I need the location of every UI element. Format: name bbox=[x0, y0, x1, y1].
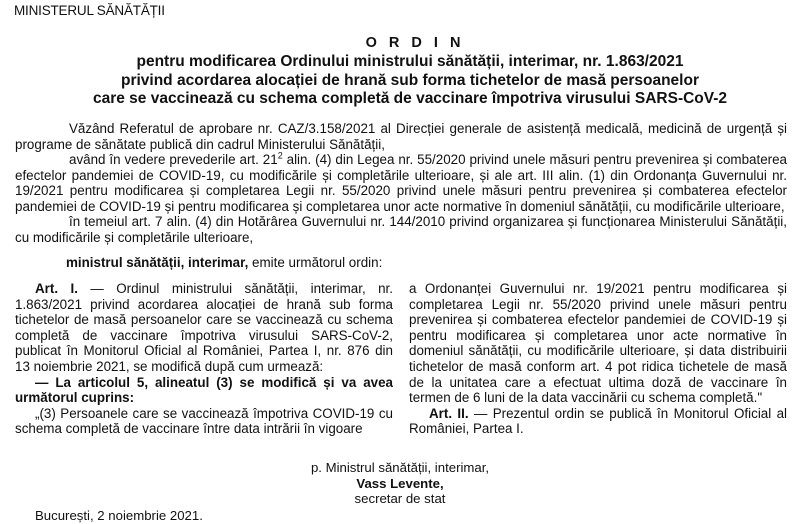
article-2-text: — Prezentul ordin se publică în Monitorul Oficial al României, Partea I. bbox=[409, 405, 787, 437]
article-1 bbox=[15, 281, 393, 375]
signatory-role: secretar de stat bbox=[354, 491, 446, 506]
emit-text: emite următorul ordin: bbox=[248, 255, 383, 270]
article-2 bbox=[409, 406, 787, 437]
title-line-2: privind acordarea alocației de hrană sub forma tichetelor de masă persoanelor bbox=[120, 71, 699, 89]
signature-block bbox=[280, 460, 520, 507]
ordin-heading: O R D I N bbox=[365, 35, 465, 51]
title-line-1: pentru modificarea Ordinului ministrului sănătății, interimar, nr. 1.863/2021 bbox=[136, 53, 684, 70]
column-right bbox=[409, 281, 787, 437]
preamble bbox=[15, 121, 787, 245]
article-1-text: — Ordinul ministrului sănătății, interimar, nr. 1.863/2021 privind acordarea alocației de hrană sub forma tichetelor de masă persoanelor care se vaccinează cu schema completă de vaccinare împotriva virusului SARS-CoV-2, publicat în Monitorul Oficial al României, Partea I, nr. 876 din 13 noiembrie 2021, se modifică după cum urmează: bbox=[15, 281, 393, 374]
title-line-3: care se vaccinează cu schema completă de vaccinare împotriva virusului SARS-CoV-2 bbox=[92, 90, 728, 107]
preamble-p2-end: alin. (4) din Legea nr. 55/2020 privind unele măsuri pentru prevenirea și combaterea efectelor pandemiei de COVID-19, cu modificările și completările ulterioare, și ale art. III alin. (1) din Ordonanța Guvernului nr. 19/2021 pentru modificarea și completarea Legii nr. 55/2020 privind unele măsuri pentru prevenirea și combaterea efectelor pandemiei de COVID-19 și pentru modificarea și completarea unor acte normative în domeniul sănătății, cu modificările ulterioare, bbox=[15, 152, 787, 214]
amendment-text-right: a Ordonanței Guvernului nr. 19/2021 pentru modificarea și completarea Legii nr. 55/2020 privind unele măsuri pentru prevenirea și combaterea efectelor pandemiei de COVID-19 și pentru modificarea și completarea unor acte normative în domeniul sănătății, cu modificările ulterioare, și data distribuirii tichetelor de masă conform art. 4 pot ridica tichetele de masă de la unitatea care a efectuat ultima doză de vaccinare în termen de 6 luni de la data vaccinării cu schema completă." bbox=[409, 281, 787, 406]
article-2-label: Art. II. bbox=[429, 405, 469, 421]
document-title bbox=[0, 34, 800, 109]
signatory-name: Vass Levente, bbox=[356, 475, 444, 491]
amendment-heading: — La articolul 5, alineatul (3) se modifică și va avea următorul cuprins: bbox=[15, 374, 393, 406]
column-left bbox=[15, 281, 393, 437]
superscript: 2 bbox=[277, 150, 283, 161]
preamble-p2-start: având în vedere prevederile art. 21 bbox=[69, 152, 278, 167]
emit-statement bbox=[66, 255, 382, 271]
signature-title: p. Ministrul sănătății, interimar, bbox=[310, 460, 490, 475]
place-date: București, 2 noiembrie 2021. bbox=[35, 508, 203, 523]
preamble-paragraph-1: Văzând Referatul de aprobare nr. CAZ/3.158/2021 al Direcției generale de asistență medicală, medicină de urgență și programe de sănătate publică din cadrul Ministerului Sănătății, bbox=[15, 121, 787, 152]
preamble-paragraph-2 bbox=[15, 152, 787, 214]
preamble-paragraph-3: în temeiul art. 7 alin. (4) din Hotărârea Guvernului nr. 144/2010 privind organizarea și funcționarea Ministerului Sănătății, cu modificările și completările ulterioare, bbox=[15, 214, 787, 245]
ministry-header: MINISTERUL SĂNĂTĂȚII bbox=[14, 3, 165, 18]
amendment-text-left: „(3) Persoanele care se vaccinează împotriva COVID-19 cu schema completă de vaccinare între data intrării în vigoare bbox=[15, 405, 393, 437]
article-1-label: Art. I. bbox=[35, 281, 78, 296]
emit-authority: ministrul sănătății, interimar, bbox=[66, 255, 249, 270]
